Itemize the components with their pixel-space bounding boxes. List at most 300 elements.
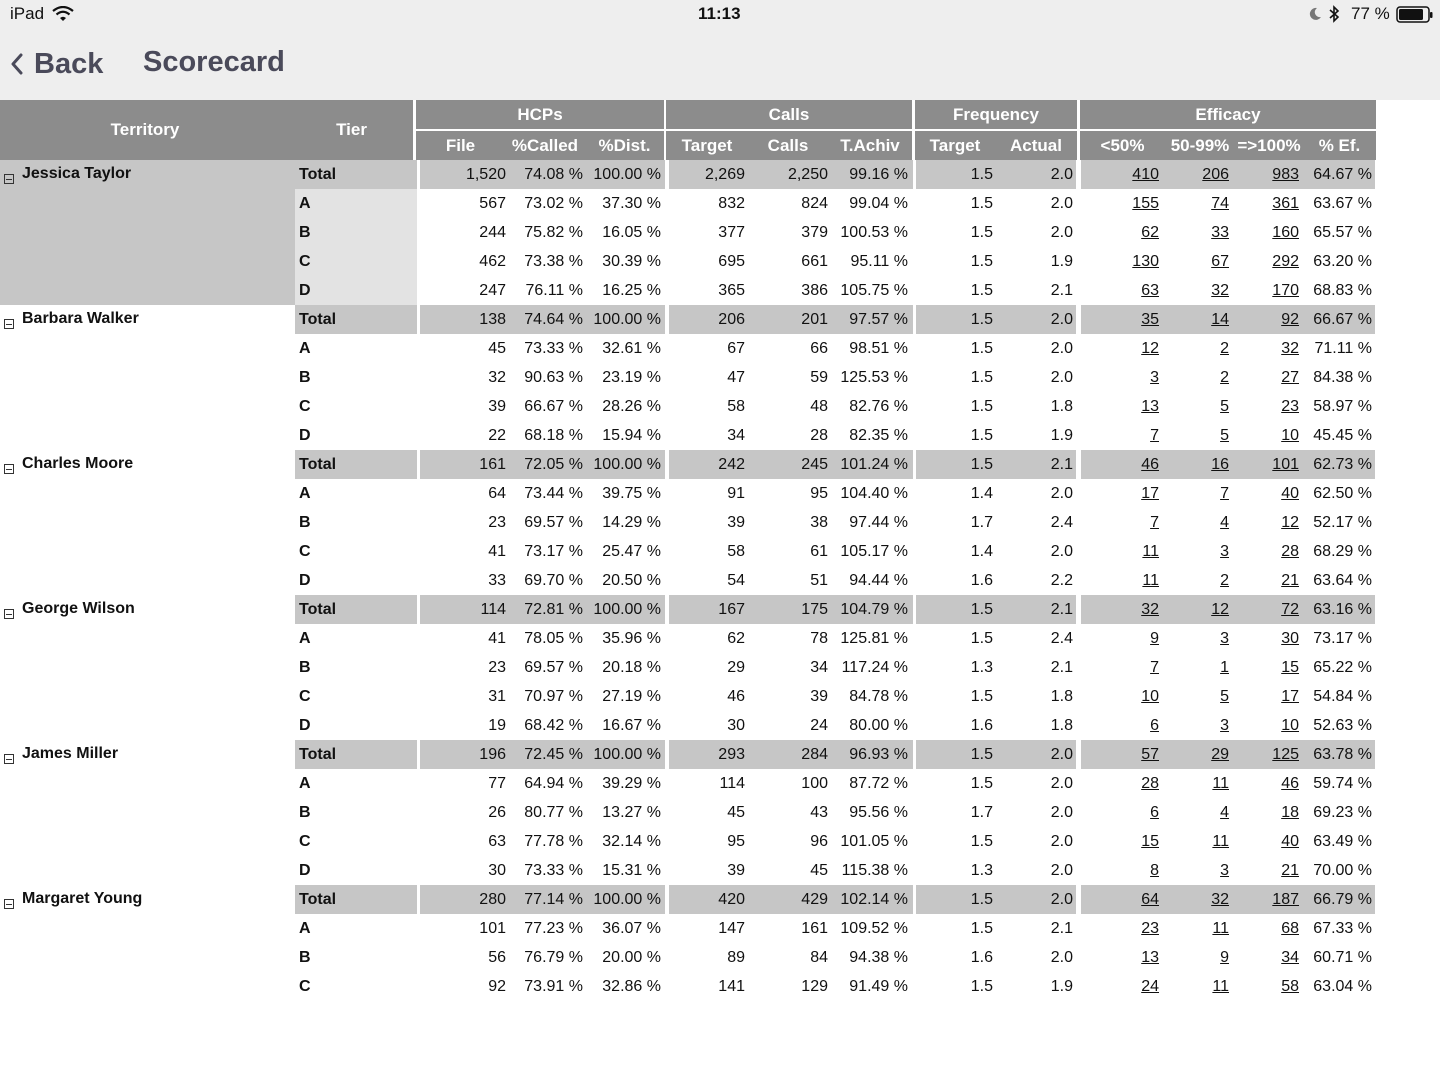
collapse-toggle-icon[interactable]	[4, 754, 14, 764]
data-cell: 26	[488, 804, 506, 821]
efficacy-count-link[interactable]: 125	[1272, 746, 1299, 763]
efficacy-count-link[interactable]: 33	[1211, 224, 1229, 241]
data-cell: 97.57 %	[849, 311, 908, 328]
efficacy-count-link[interactable]: 9	[1220, 949, 1229, 966]
data-cell: 1.5	[970, 282, 993, 299]
efficacy-count-link[interactable]: 10	[1281, 717, 1299, 734]
data-cell: 39	[810, 688, 828, 705]
data-cell: 1.5	[970, 195, 993, 212]
efficacy-count-link[interactable]: 13	[1141, 949, 1159, 966]
data-cell: 76.79 %	[524, 949, 583, 966]
efficacy-count-link[interactable]: 4	[1220, 804, 1229, 821]
data-cell: 63.64 %	[1313, 572, 1372, 589]
efficacy-count-link[interactable]: 6	[1150, 717, 1159, 734]
data-cell: 82.76 %	[849, 398, 908, 415]
data-cell: 379	[801, 224, 828, 241]
data-cell: 201	[801, 311, 828, 328]
data-cell: 95.11 %	[850, 253, 908, 270]
header-group-frequency: Frequency	[915, 100, 1077, 129]
data-cell: 60.71 %	[1313, 949, 1372, 966]
data-cell: 1.5	[970, 456, 993, 473]
data-cell: 72.45 %	[524, 746, 583, 763]
data-cell: 161	[479, 456, 506, 473]
data-cell: 1,520	[465, 166, 506, 183]
territory-name[interactable]: George Wilson	[22, 600, 135, 617]
data-cell: 91	[727, 485, 745, 502]
efficacy-count-link[interactable]: 62	[1141, 224, 1159, 241]
data-cell: 22	[488, 427, 506, 444]
data-cell: 125.81 %	[840, 630, 908, 647]
data-cell: 64	[488, 485, 506, 502]
data-cell: 58.97 %	[1313, 398, 1372, 415]
header-group-efficacy: Efficacy	[1080, 100, 1376, 129]
data-cell: 95	[810, 485, 828, 502]
efficacy-count-link[interactable]: 63	[1141, 282, 1159, 299]
data-cell: 1.5	[970, 775, 993, 792]
efficacy-count-link[interactable]: 12	[1211, 601, 1229, 618]
efficacy-count-link[interactable]: 17	[1141, 485, 1159, 502]
data-cell: 175	[801, 601, 828, 618]
data-cell: 90.63 %	[524, 369, 583, 386]
data-cell: 2.0	[1050, 862, 1073, 879]
data-cell: 247	[479, 282, 506, 299]
territory-name[interactable]: Charles Moore	[22, 455, 134, 472]
data-cell: 33	[488, 572, 506, 589]
efficacy-count-link[interactable]: 23	[1141, 920, 1159, 937]
efficacy-count-link[interactable]: 27	[1281, 369, 1299, 386]
data-cell: 30	[488, 862, 506, 879]
efficacy-count-link[interactable]: 72	[1281, 601, 1299, 618]
data-cell: 39.75 %	[602, 485, 661, 502]
data-cell: 695	[718, 253, 745, 270]
data-cell: 245	[801, 456, 828, 473]
data-cell: 386	[801, 282, 828, 299]
efficacy-count-link[interactable]: 11	[1212, 775, 1229, 792]
data-cell: 2.0	[1050, 340, 1073, 357]
data-cell: 96	[810, 833, 828, 850]
data-cell: 68.83 %	[1313, 282, 1372, 299]
collapse-toggle-icon[interactable]	[4, 174, 14, 184]
column-header[interactable]: =>100%	[1235, 131, 1303, 160]
tier-label: B	[299, 369, 311, 386]
data-cell: 109.52 %	[840, 920, 908, 937]
data-cell: 34	[727, 427, 745, 444]
column-header[interactable]: Calls	[748, 131, 828, 160]
data-cell: 63.49 %	[1313, 833, 1372, 850]
efficacy-count-link[interactable]: 40	[1281, 485, 1299, 502]
data-cell: 1.6	[970, 949, 993, 966]
data-cell: 67.33 %	[1313, 920, 1372, 937]
data-cell: 73.17 %	[524, 543, 583, 560]
data-cell: 1.5	[970, 427, 993, 444]
tier-label: D	[299, 572, 311, 589]
back-label: Back	[34, 47, 104, 80]
data-cell: 2.0	[1050, 804, 1073, 821]
column-header[interactable]: Target	[666, 131, 748, 160]
efficacy-count-link[interactable]: 46	[1141, 456, 1159, 473]
tier-label: A	[299, 195, 311, 212]
efficacy-count-link[interactable]: 3	[1220, 862, 1229, 879]
data-cell: 84.78 %	[849, 688, 908, 705]
data-cell: 138	[479, 311, 506, 328]
data-cell: 41	[488, 630, 506, 647]
data-cell: 1.3	[970, 659, 993, 676]
efficacy-count-link[interactable]: 21	[1281, 572, 1299, 589]
data-cell: 1.5	[970, 630, 993, 647]
data-cell: 2.0	[1050, 369, 1073, 386]
efficacy-count-link[interactable]: 3	[1220, 717, 1229, 734]
page-title: Scorecard	[143, 46, 285, 78]
data-cell: 43	[810, 804, 828, 821]
data-cell: 206	[718, 311, 745, 328]
data-cell: 1.5	[970, 833, 993, 850]
efficacy-count-link[interactable]: 206	[1202, 166, 1229, 183]
efficacy-count-link[interactable]: 68	[1281, 920, 1299, 937]
column-header[interactable]: %Dist.	[585, 131, 664, 160]
efficacy-count-link[interactable]: 32	[1281, 340, 1299, 357]
efficacy-count-link[interactable]: 5	[1220, 427, 1229, 444]
efficacy-count-link[interactable]: 4	[1220, 514, 1229, 531]
header-tier: Tier	[290, 100, 413, 160]
efficacy-count-link[interactable]: 170	[1272, 282, 1299, 299]
data-cell: 15.31 %	[602, 862, 661, 879]
data-cell: 66.67 %	[1313, 311, 1372, 328]
data-cell: 1.9	[1050, 427, 1073, 444]
tier-label: Total	[299, 891, 337, 908]
data-cell: 30.39 %	[602, 253, 661, 270]
data-cell: 1.5	[970, 224, 993, 241]
efficacy-count-link[interactable]: 30	[1281, 630, 1299, 647]
data-cell: 41	[488, 543, 506, 560]
efficacy-count-link[interactable]: 155	[1132, 195, 1159, 212]
efficacy-count-link[interactable]: 187	[1272, 891, 1299, 908]
data-cell: 29	[727, 659, 745, 676]
data-cell: 2.1	[1050, 659, 1073, 676]
efficacy-count-link[interactable]: 21	[1281, 862, 1299, 879]
tier-label: Total	[299, 601, 337, 618]
data-cell: 63.20 %	[1313, 253, 1372, 270]
tier-label: C	[299, 543, 311, 560]
efficacy-count-link[interactable]: 3	[1220, 630, 1229, 647]
efficacy-count-link[interactable]: 92	[1281, 311, 1299, 328]
data-cell: 2.0	[1050, 775, 1073, 792]
column-header[interactable]: T.Achiv	[828, 131, 912, 160]
efficacy-count-link[interactable]: 15	[1281, 659, 1299, 676]
data-cell: 1.5	[970, 340, 993, 357]
data-cell: 58	[727, 543, 745, 560]
data-cell: 73.33 %	[524, 340, 583, 357]
efficacy-count-link[interactable]: 18	[1281, 804, 1299, 821]
efficacy-count-link[interactable]: 2	[1220, 572, 1229, 589]
territory-name[interactable]: Barbara Walker	[22, 310, 139, 327]
efficacy-count-link[interactable]: 46	[1281, 775, 1299, 792]
data-cell: 52.63 %	[1313, 717, 1372, 734]
tier-label: D	[299, 862, 311, 879]
data-cell: 125.53 %	[840, 369, 908, 386]
data-cell: 114	[719, 775, 745, 792]
clock: 11:13	[698, 4, 741, 23]
data-cell: 68.42 %	[524, 717, 583, 734]
data-cell: 24	[810, 717, 828, 734]
data-cell: 68.18 %	[524, 427, 583, 444]
efficacy-count-link[interactable]: 13	[1141, 398, 1159, 415]
column-header[interactable]: Actual	[995, 131, 1077, 160]
efficacy-count-link[interactable]: 6	[1150, 804, 1159, 821]
territory-name[interactable]: Margaret Young	[22, 890, 143, 907]
efficacy-count-link[interactable]: 40	[1281, 833, 1299, 850]
data-cell: 39	[488, 398, 506, 415]
data-cell: 95.56 %	[849, 804, 908, 821]
data-cell: 63	[488, 833, 506, 850]
data-cell: 429	[801, 891, 828, 908]
data-cell: 824	[801, 195, 828, 212]
column-header[interactable]: Target	[915, 131, 995, 160]
data-cell: 167	[718, 601, 745, 618]
efficacy-count-link[interactable]: 34	[1281, 949, 1299, 966]
data-cell: 69.70 %	[524, 572, 583, 589]
data-cell: 20.18 %	[602, 659, 661, 676]
efficacy-count-link[interactable]: 3	[1220, 543, 1229, 560]
data-cell: 1.5	[970, 398, 993, 415]
efficacy-count-link[interactable]: 74	[1211, 195, 1229, 212]
data-cell: 71.11 %	[1314, 340, 1372, 357]
efficacy-count-link[interactable]: 29	[1211, 746, 1229, 763]
data-cell: 1.7	[970, 804, 993, 821]
data-cell: 99.04 %	[849, 195, 908, 212]
tier-label: A	[299, 630, 311, 647]
data-cell: 19	[488, 717, 506, 734]
data-cell: 28	[810, 427, 828, 444]
data-cell: 1.6	[970, 572, 993, 589]
efficacy-count-link[interactable]: 7	[1150, 514, 1159, 531]
efficacy-count-link[interactable]: 7	[1150, 427, 1159, 444]
efficacy-count-link[interactable]: 7	[1150, 659, 1159, 676]
data-cell: 54.84 %	[1313, 688, 1372, 705]
territory-name[interactable]: Jessica Taylor	[22, 165, 132, 182]
back-button[interactable]	[10, 44, 103, 84]
data-cell: 63.78 %	[1313, 746, 1372, 763]
data-cell: 16.67 %	[602, 717, 661, 734]
collapse-toggle-icon[interactable]	[4, 609, 14, 619]
efficacy-count-link[interactable]: 8	[1150, 862, 1159, 879]
collapse-toggle-icon[interactable]	[4, 319, 14, 329]
data-cell: 1.5	[970, 311, 993, 328]
efficacy-count-link[interactable]: 130	[1132, 253, 1159, 270]
efficacy-count-link[interactable]: 32	[1211, 891, 1229, 908]
efficacy-count-link[interactable]: 58	[1281, 978, 1299, 995]
data-cell: 77.78 %	[524, 833, 583, 850]
data-cell: 99.16 %	[849, 166, 908, 183]
efficacy-count-link[interactable]: 12	[1281, 514, 1299, 531]
efficacy-count-link[interactable]: 9	[1150, 630, 1159, 647]
column-header[interactable]: %Called	[505, 131, 585, 160]
data-cell: 32	[488, 369, 506, 386]
efficacy-count-link[interactable]: 11	[1142, 572, 1159, 589]
data-cell: 832	[718, 195, 745, 212]
efficacy-count-link[interactable]: 7	[1220, 485, 1229, 502]
efficacy-count-link[interactable]: 14	[1211, 311, 1229, 328]
efficacy-count-link[interactable]: 28	[1141, 775, 1159, 792]
efficacy-count-link[interactable]: 983	[1272, 166, 1299, 183]
data-cell: 69.23 %	[1313, 804, 1372, 821]
data-cell: 2.0	[1050, 195, 1073, 212]
efficacy-count-link[interactable]: 5	[1220, 398, 1229, 415]
data-cell: 77.14 %	[524, 891, 583, 908]
data-cell: 1.8	[1050, 398, 1073, 415]
data-cell: 65.57 %	[1313, 224, 1372, 241]
data-cell: 420	[718, 891, 745, 908]
data-cell: 2.4	[1050, 514, 1073, 531]
data-cell: 161	[801, 920, 828, 937]
data-cell: 82.35 %	[849, 427, 908, 444]
column-header[interactable]: <50%	[1080, 131, 1165, 160]
collapse-toggle-icon[interactable]	[4, 899, 14, 909]
data-cell: 52.17 %	[1313, 514, 1372, 531]
efficacy-count-link[interactable]: 1	[1220, 659, 1229, 676]
tier-label: B	[299, 949, 311, 966]
data-cell: 35.96 %	[602, 630, 661, 647]
data-cell: 63.16 %	[1313, 601, 1372, 618]
data-cell: 2.1	[1050, 282, 1073, 299]
tier-label: Total	[299, 456, 337, 473]
data-cell: 97.44 %	[849, 514, 908, 531]
data-cell: 39	[727, 862, 745, 879]
efficacy-count-link[interactable]: 2	[1220, 369, 1229, 386]
data-cell: 74.08 %	[524, 166, 583, 183]
data-cell: 102.14 %	[840, 891, 908, 908]
data-cell: 98.51 %	[849, 340, 908, 357]
data-cell: 100.00 %	[593, 746, 661, 763]
territory-name[interactable]: James Miller	[22, 745, 119, 762]
data-cell: 104.40 %	[840, 485, 908, 502]
data-cell: 28.26 %	[602, 398, 661, 415]
data-cell: 105.75 %	[840, 282, 908, 299]
data-cell: 101.24 %	[840, 456, 908, 473]
data-cell: 76.11 %	[525, 282, 583, 299]
column-header[interactable]: 50-99%	[1165, 131, 1235, 160]
data-cell: 105.17 %	[840, 543, 908, 560]
data-cell: 80.77 %	[524, 804, 583, 821]
data-cell: 92	[488, 978, 506, 995]
data-cell: 284	[801, 746, 828, 763]
efficacy-count-link[interactable]: 361	[1272, 195, 1299, 212]
header-group-hcps: HCPs	[416, 100, 664, 129]
data-cell: 95	[727, 833, 745, 850]
data-cell: 20.50 %	[602, 572, 661, 589]
tier-label: C	[299, 978, 311, 995]
data-cell: 100.00 %	[593, 891, 661, 908]
data-cell: 70.97 %	[524, 688, 583, 705]
data-cell: 101	[479, 920, 506, 937]
data-cell: 2.0	[1050, 166, 1073, 183]
efficacy-count-link[interactable]: 11	[1212, 978, 1229, 995]
data-cell: 34	[810, 659, 828, 676]
data-cell: 32.86 %	[602, 978, 661, 995]
data-cell: 100.00 %	[593, 166, 661, 183]
efficacy-count-link[interactable]: 64	[1141, 891, 1159, 908]
efficacy-count-link[interactable]: 10	[1281, 427, 1299, 444]
data-cell: 2.2	[1050, 572, 1073, 589]
efficacy-count-link[interactable]: 10	[1141, 688, 1159, 705]
data-cell: 73.17 %	[1313, 630, 1372, 647]
data-cell: 31	[488, 688, 506, 705]
efficacy-count-link[interactable]: 292	[1272, 253, 1299, 270]
data-cell: 72.81 %	[524, 601, 583, 618]
efficacy-count-link[interactable]: 32	[1211, 282, 1229, 299]
data-cell: 51	[810, 572, 828, 589]
data-cell: 70.00 %	[1313, 862, 1372, 879]
data-cell: 2.4	[1050, 630, 1073, 647]
data-cell: 20.00 %	[602, 949, 661, 966]
data-cell: 100.00 %	[593, 601, 661, 618]
efficacy-count-link[interactable]: 57	[1141, 746, 1159, 763]
column-header[interactable]: % Ef.	[1303, 131, 1376, 160]
data-cell: 104.79 %	[840, 601, 908, 618]
efficacy-count-link[interactable]: 23	[1281, 398, 1299, 415]
efficacy-count-link[interactable]: 160	[1272, 224, 1299, 241]
efficacy-count-link[interactable]: 28	[1281, 543, 1299, 560]
efficacy-count-link[interactable]: 101	[1272, 456, 1299, 473]
efficacy-count-link[interactable]: 11	[1212, 920, 1229, 937]
data-cell: 462	[479, 253, 506, 270]
data-cell: 39.29 %	[602, 775, 661, 792]
data-cell: 115.38 %	[841, 862, 908, 879]
efficacy-count-link[interactable]: 16	[1211, 456, 1229, 473]
data-cell: 73.44 %	[524, 485, 583, 502]
efficacy-count-link[interactable]: 410	[1132, 166, 1159, 183]
data-cell: 13.27 %	[602, 804, 661, 821]
data-cell: 1.7	[970, 514, 993, 531]
efficacy-count-link[interactable]: 3	[1150, 369, 1159, 386]
tier-label: D	[299, 427, 311, 444]
efficacy-count-link[interactable]: 15	[1141, 833, 1159, 850]
header-territory: Territory	[0, 100, 290, 160]
data-cell: 242	[718, 456, 745, 473]
efficacy-count-link[interactable]: 11	[1142, 543, 1159, 560]
efficacy-count-link[interactable]: 2	[1220, 340, 1229, 357]
data-cell: 1.5	[970, 601, 993, 618]
data-cell: 77	[488, 775, 506, 792]
data-cell: 30	[727, 717, 745, 734]
data-cell: 2,269	[704, 166, 745, 183]
efficacy-count-link[interactable]: 11	[1212, 833, 1229, 850]
data-cell: 66	[810, 340, 828, 357]
efficacy-count-link[interactable]: 35	[1141, 311, 1159, 328]
data-cell: 2.0	[1050, 311, 1073, 328]
data-cell: 365	[718, 282, 745, 299]
data-cell: 45	[810, 862, 828, 879]
efficacy-count-link[interactable]: 17	[1281, 688, 1299, 705]
efficacy-count-link[interactable]: 32	[1141, 601, 1159, 618]
tier-label: C	[299, 688, 311, 705]
data-cell: 96.93 %	[849, 746, 908, 763]
data-cell: 2.0	[1050, 224, 1073, 241]
efficacy-count-link[interactable]: 67	[1211, 253, 1229, 270]
navigation-bar	[0, 30, 1440, 100]
tier-label: B	[299, 659, 311, 676]
tier-label: C	[299, 398, 311, 415]
column-header[interactable]: File	[416, 131, 505, 160]
efficacy-count-link[interactable]: 12	[1141, 340, 1159, 357]
data-cell: 101.05 %	[840, 833, 908, 850]
efficacy-count-link[interactable]: 5	[1220, 688, 1229, 705]
data-cell: 1.5	[970, 891, 993, 908]
efficacy-count-link[interactable]: 24	[1141, 978, 1159, 995]
data-cell: 61	[810, 543, 828, 560]
collapse-toggle-icon[interactable]	[4, 464, 14, 474]
data-cell: 72.05 %	[524, 456, 583, 473]
data-cell: 1.3	[970, 862, 993, 879]
